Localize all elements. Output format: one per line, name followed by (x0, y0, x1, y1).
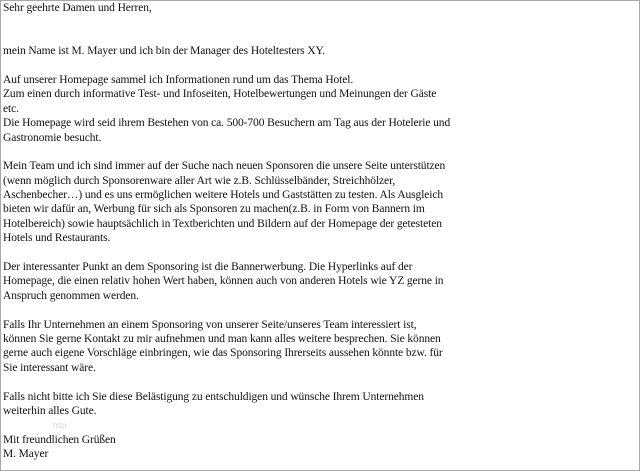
paragraph-apology (3, 390, 459, 419)
text-line: Homepage, die einen relativ hohen Wert haben, können auch von anderen Hotels wie YZ gerne in (3, 275, 444, 288)
faint-watermark: http (53, 421, 67, 430)
paragraph-sponsors (3, 159, 459, 245)
text-line: Anspruch genommen werden. (3, 289, 139, 302)
text-line: Gastronomie besucht. (3, 131, 102, 144)
closing: Mit freundlichen Grüßen (3, 433, 116, 446)
text-line: weiterhin alles Gute. (3, 404, 97, 417)
letter-body (3, 1, 459, 462)
text-line: etc. (3, 102, 19, 115)
salutation: Sehr geehrte Damen und Herren, (3, 2, 152, 14)
text-line: Aschenbecher…) und es uns ermöglichen weitere Hotels und Gaststätten zu testen. Als Ausgleich (3, 189, 444, 202)
paragraph-homepage (3, 73, 459, 145)
text-line: können Sie gerne Kontakt zu mir aufnehmen und man kann alles weitere besprechen. Sie können (3, 333, 441, 345)
text-line: Falls nicht bitte ich Sie diese Belästigung zu entschuldigen und wünsche Ihrem Unternehmen (3, 390, 424, 403)
text-line: Hotelbereich) sowie hauptsächlich in Textberichten und Bildern auf der Homepage der getesteten (3, 217, 442, 230)
text-line: Die Homepage wird seid ihrem Bestehen von ca. 500-700 Besuchern am Tag aus der Hotelerie und (3, 117, 451, 130)
signature: M. Mayer (3, 448, 49, 461)
text-line: Sie interessant wäre. (3, 361, 96, 374)
text-line: Mein Team und ich sind immer auf der Suche nach neuen Sponsoren die unsere Seite unterstützen (3, 160, 446, 173)
text-line: Der interessanter Punkt an dem Sponsoring ist die Bannerwerbung. Die Hyperlinks auf der (3, 261, 413, 274)
text-line: (wenn möglich durch Sponsorenware aller Art wie z.B. Schlüsselbänder, Streichhölzer, (3, 174, 396, 187)
text-line: Zum einen durch informative Test- und Infoseiten, Hotelbewertungen und Meinungen der Gäste (3, 88, 437, 101)
intro-line: mein Name ist M. Mayer und ich bin der Manager des Hoteltesters XY. (3, 45, 326, 58)
paragraph-contact (3, 318, 459, 376)
text-line: Auf unserer Homepage sammel ich Informationen rund um das Thema Hotel. (3, 73, 354, 86)
paragraph-banner (3, 260, 459, 303)
text-line: bieten wir dafür an, Werbung für sich als Sponsoren zu machen(z.B. in Form von Bannern im (3, 203, 425, 216)
text-line: Hotels und Restaurants. (3, 232, 111, 245)
text-line: Falls Ihr Unternehmen an einem Sponsoring von unserer Seite/unseres Team interessiert ist, (3, 318, 417, 331)
text-line: gerne auch eigene Vorschläge einbringen, wie das Sponsoring Ihrerseits aussehen könnte bzw. für (3, 347, 443, 360)
